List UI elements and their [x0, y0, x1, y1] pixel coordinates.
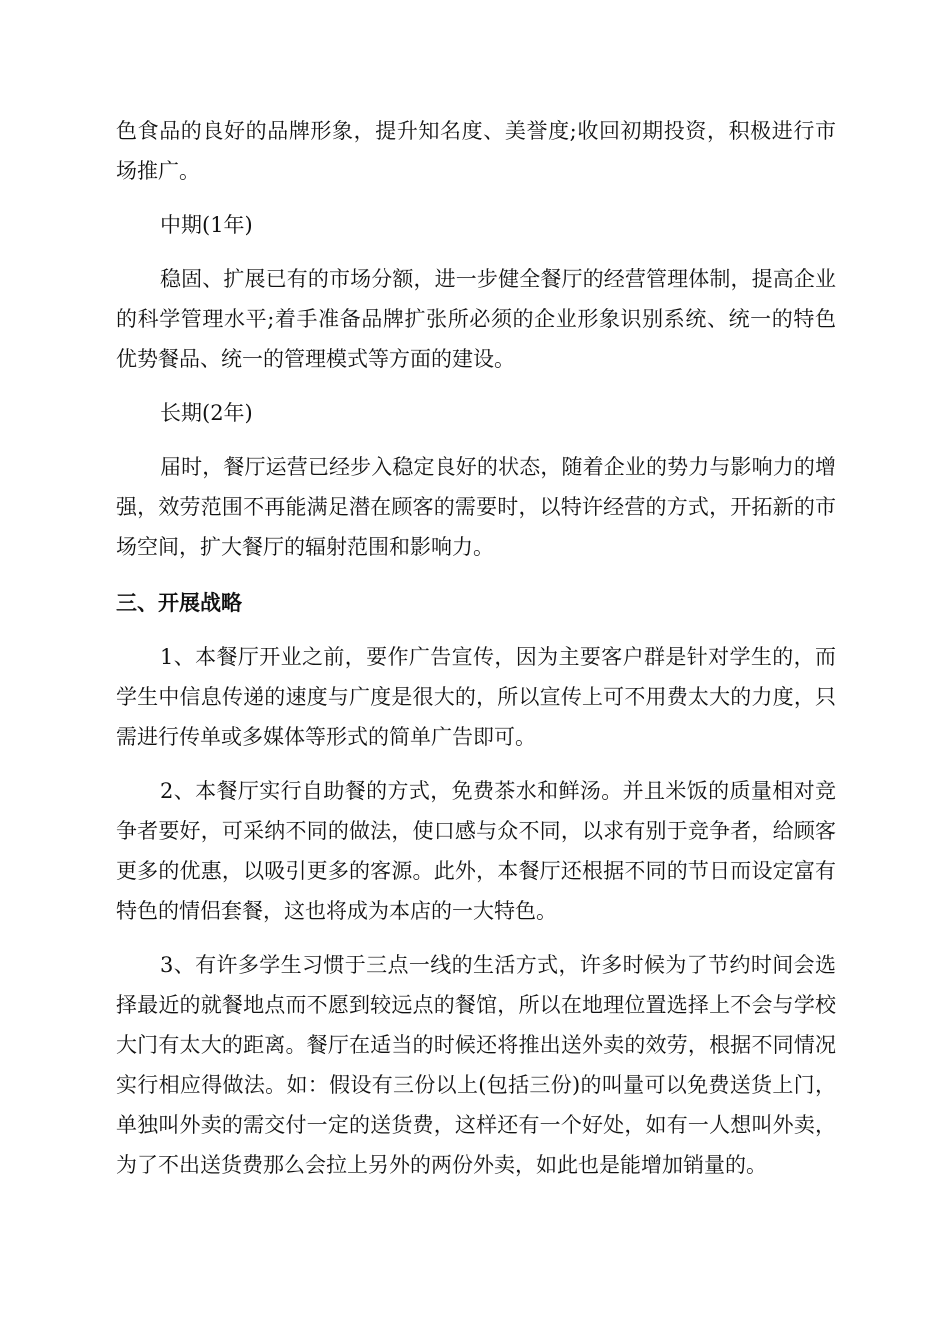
paragraph-brand-image: 色食品的良好的品牌形象，提升知名度、美誉度;收回初期投资，积极进行市场推广。 — [116, 119, 836, 183]
paragraph-strategy-1: 1、本餐厅开业之前，要作广告宣传，因为主要客户群是针对学生的，而学生中信息传递的速度与广度是很大的，所以宣传上可不用费太大的力度，只需进行传单或多媒体等形式的简单广告即可。 — [116, 645, 836, 749]
document-body — [116, 111, 836, 1185]
paragraph-strategy-3: 3、有许多学生习惯于三点一线的生活方式，许多时候为了节约时间会选择最近的就餐地点而不愿到较远点的餐馆，所以在地理位置选择上不会与学校大门有太大的距离。餐厅在适当的时候还将推出送外卖的效劳，根据不同情况实行相应得做法。如：假设有三份以上(包括三份)的叫量可以免费送货上门，单独叫外卖的需交付一定的送货费，这样还有一个好处，如有一人想叫外卖，为了不出送货费那么会拉上另外的两份外卖，如此也是能增加销量的。 — [116, 953, 836, 1177]
subheading-long-term: 长期(2年) — [160, 401, 253, 425]
subheading-mid-term: 中期(1年) — [160, 213, 253, 237]
paragraph-long-term: 届时，餐厅运营已经步入稳定良好的状态，随着企业的势力与影响力的增强，效劳范围不再能满足潜在顾客的需要时，以特许经营的方式，开拓新的市场空间，扩大餐厅的辐射范围和影响力。 — [116, 455, 836, 559]
section-heading-strategy: 三、开展战略 — [116, 591, 242, 615]
paragraph-mid-term: 稳固、扩展已有的市场分额，进一步健全餐厅的经营管理体制，提高企业的科学管理水平;着手准备品牌扩张所必须的企业形象识别系统、统一的特色优势餐品、统一的管理模式等方面的建设。 — [116, 267, 836, 371]
paragraph-strategy-2: 2、本餐厅实行自助餐的方式，免费茶水和鲜汤。并且米饭的质量相对竞争者要好，可采纳不同的做法，使口感与众不同，以求有别于竞争者，给顾客更多的优惠，以吸引更多的客源。此外，本餐厅还根据不同的节日而设定富有特色的情侣套餐，这也将成为本店的一大特色。 — [116, 779, 836, 923]
